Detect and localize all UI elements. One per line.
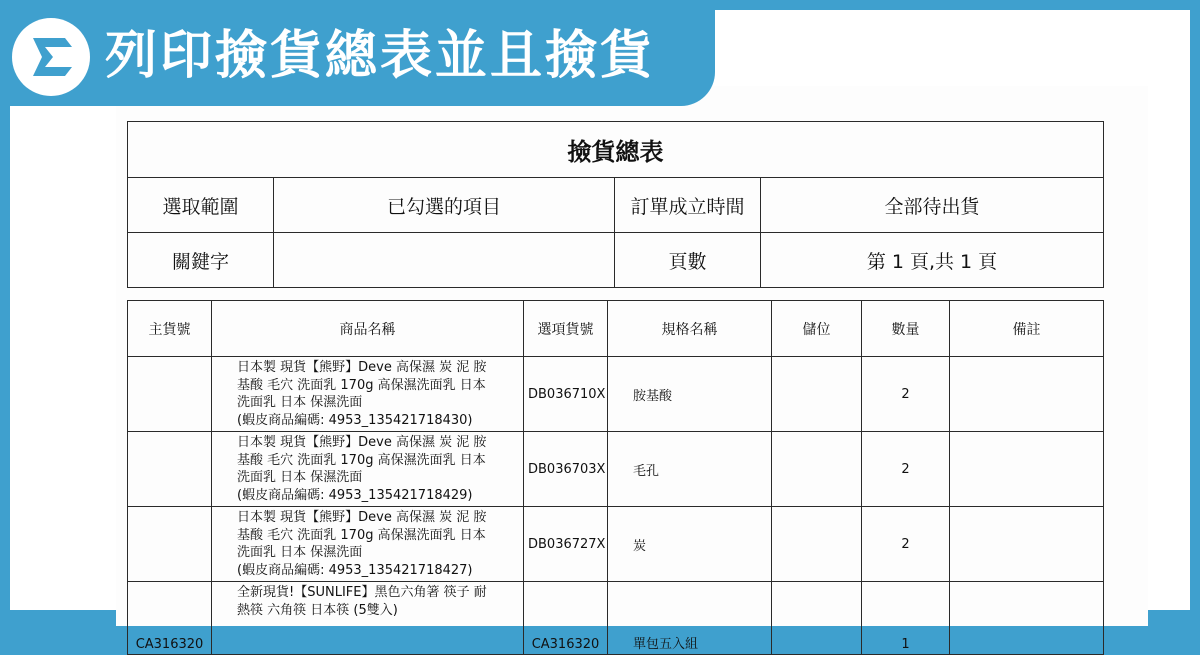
table-row bbox=[128, 582, 1104, 655]
quantity-cell: 1 bbox=[862, 582, 950, 655]
title-banner bbox=[0, 0, 715, 106]
product-name-line: 全新現貨!【SUNLIFE】黑色六角箸 筷子 耐 bbox=[237, 585, 487, 600]
main-sku-cell bbox=[128, 507, 212, 582]
pages-value: 第 1 頁,共 1 頁 bbox=[761, 233, 1104, 288]
header-product-name: 商品名稱 bbox=[212, 301, 524, 357]
note-cell bbox=[950, 582, 1104, 655]
product-name-line: 日本製 現貨【熊野】Deve 高保濕 炭 泥 胺 bbox=[237, 510, 487, 525]
option-sku-cell: DB036710X bbox=[524, 357, 608, 432]
table-row bbox=[128, 357, 1104, 432]
location-cell bbox=[772, 507, 862, 582]
quantity-cell: 2 bbox=[862, 357, 950, 432]
product-name-line: 洗面乳 日本 保濕洗面 bbox=[237, 545, 363, 560]
keyword-label: 關鍵字 bbox=[128, 233, 274, 288]
table-row bbox=[128, 507, 1104, 582]
main-sku-cell: CA316320 bbox=[128, 582, 212, 655]
spec-name-cell: 炭 bbox=[608, 507, 772, 582]
header-location: 儲位 bbox=[772, 301, 862, 357]
quantity-cell: 2 bbox=[862, 432, 950, 507]
product-name-cell bbox=[212, 507, 524, 582]
header-note: 備註 bbox=[950, 301, 1104, 357]
table-row bbox=[128, 432, 1104, 507]
pick-items-table bbox=[127, 300, 1104, 655]
product-name-line: 基酸 毛穴 洗面乳 170g 高保濕洗面乳 日本 bbox=[237, 377, 486, 393]
product-name-line: 洗面乳 日本 保濕洗面 bbox=[237, 470, 363, 485]
product-code-line: (蝦皮商品編碼: 4953_135421718427) bbox=[237, 562, 473, 578]
summary-table bbox=[127, 121, 1104, 288]
product-code-line: (蝦皮商品編碼: 4953_135421718429) bbox=[237, 487, 473, 503]
location-cell bbox=[772, 432, 862, 507]
banner-title: 列印撿貨總表並且撿貨 bbox=[105, 26, 656, 86]
option-sku-cell: DB036727X bbox=[524, 507, 608, 582]
spec-name-cell: 胺基酸 bbox=[608, 357, 772, 432]
product-name-cell bbox=[212, 357, 524, 432]
e-letter-logo-icon bbox=[12, 18, 90, 96]
location-cell bbox=[772, 357, 862, 432]
product-name-line: 熱筷 六角筷 日本筷 (5雙入) bbox=[237, 602, 398, 618]
order-time-label: 訂單成立時間 bbox=[615, 178, 761, 233]
note-cell bbox=[950, 507, 1104, 582]
document-title: 撿貨總表 bbox=[128, 122, 1104, 178]
pick-list-document bbox=[116, 86, 1148, 652]
product-code-line: (蝦皮商品編碼: 4953_135421718430) bbox=[237, 412, 473, 428]
option-sku-cell: CA316320 bbox=[524, 582, 608, 655]
product-name-line: 洗面乳 日本 保濕洗面 bbox=[237, 395, 363, 410]
product-name-line: 日本製 現貨【熊野】Deve 高保濕 炭 泥 胺 bbox=[237, 360, 487, 375]
main-sku-cell bbox=[128, 357, 212, 432]
order-time-value: 全部待出貨 bbox=[761, 178, 1104, 233]
table-header-row bbox=[128, 301, 1104, 357]
location-cell bbox=[772, 582, 862, 655]
product-name-cell bbox=[212, 582, 524, 655]
keyword-value bbox=[274, 233, 615, 288]
range-label: 選取範圍 bbox=[128, 178, 274, 233]
quantity-cell: 2 bbox=[862, 507, 950, 582]
range-value: 已勾選的項目 bbox=[274, 178, 615, 233]
header-spec-name: 規格名稱 bbox=[608, 301, 772, 357]
note-cell bbox=[950, 432, 1104, 507]
main-sku-cell bbox=[128, 432, 212, 507]
product-name-cell bbox=[212, 432, 524, 507]
note-cell bbox=[950, 357, 1104, 432]
spec-name-cell: 毛孔 bbox=[608, 432, 772, 507]
header-quantity: 數量 bbox=[862, 301, 950, 357]
product-name-line: 日本製 現貨【熊野】Deve 高保濕 炭 泥 胺 bbox=[237, 435, 487, 450]
header-option-sku: 選項貨號 bbox=[524, 301, 608, 357]
header-main-sku: 主貨號 bbox=[128, 301, 212, 357]
pages-label: 頁數 bbox=[615, 233, 761, 288]
product-name-line: 基酸 毛穴 洗面乳 170g 高保濕洗面乳 日本 bbox=[237, 527, 486, 543]
spec-name-cell: 單包五入組 bbox=[608, 582, 772, 655]
option-sku-cell: DB036703X bbox=[524, 432, 608, 507]
product-name-line: 基酸 毛穴 洗面乳 170g 高保濕洗面乳 日本 bbox=[237, 452, 486, 468]
